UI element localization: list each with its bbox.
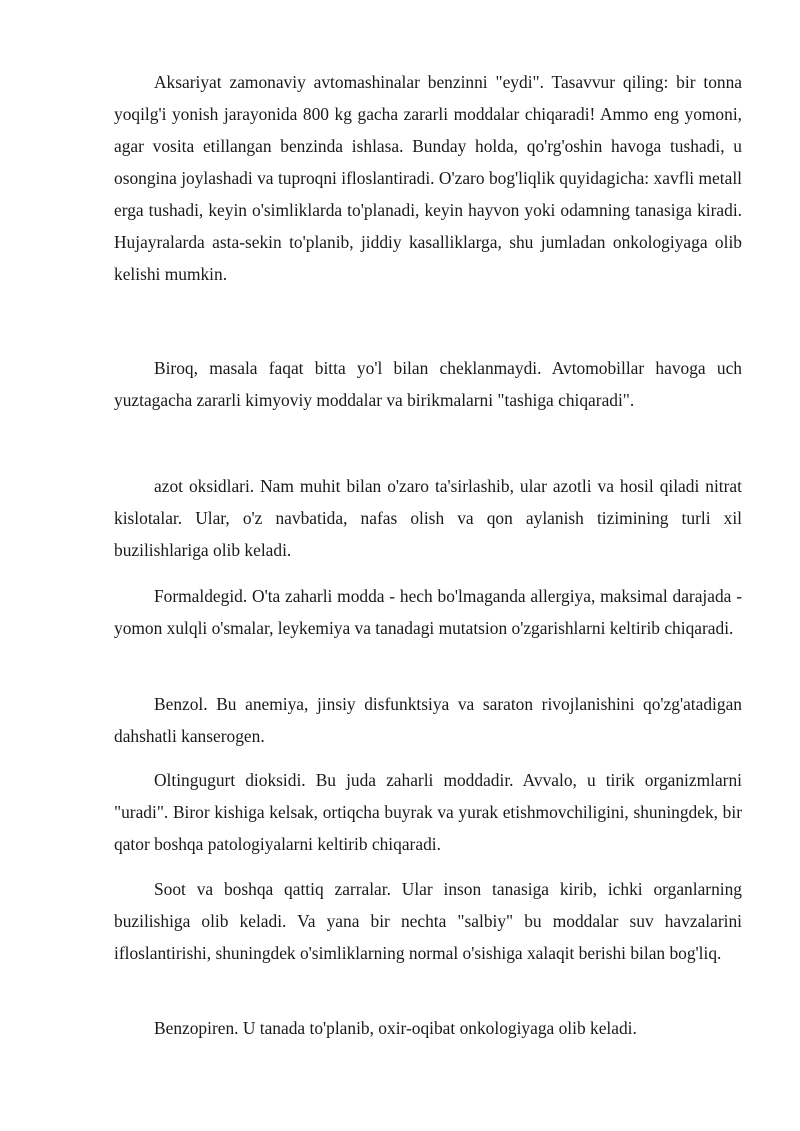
paragraph-sulfur-dioxide: Oltingugurt dioksidi. Bu juda zaharli moddadir. Avvalo, u tirik organizmlarni "uradi". Biror kishiga kelsak, ortiqcha buyrak va yurak etishmovchiligini, shuningdek, bir qator boshqa patologiyalarni keltirib chiqaradi. <box>114 770 742 854</box>
paragraph-soot: Soot va boshqa qattiq zarralar. Ular inson tanasiga kirib, ichki organlarning buzilishiga olib keladi. Va yana bir nechta "salbiy" bu moddalar suv havzalarini ifloslantirishi, shuningdek o'simliklarning normal o'sishiga xalaqit berishi bilan bog'liq. <box>114 879 742 963</box>
paragraph-nitrogen-oxides: azot oksidlari. Nam muhit bilan o'zaro ta'sirlashib, ular azotli va hosil qiladi nitrat kislotalar. Ular, o'z navbatida, nafas olish va qon aylanish tizimining turli xil buzilishlariga olib keladi. <box>114 476 742 560</box>
paragraph-benzopyrene: Benzopiren. U tanada to'planib, oxir-oqibat onkologiyaga olib keladi. <box>154 1018 637 1038</box>
paragraph-harmful-emissions-intro: Biroq, masala faqat bitta yo'l bilan cheklanmaydi. Avtomobillar havoga uch yuztagacha zararli kimyoviy moddalar va birikmalarni "tashiga chiqaradi". <box>114 358 742 410</box>
paragraph-formaldehyde: Formaldegid. O'ta zaharli modda - hech bo'lmaganda allergiya, maksimal darajada - yomon xulqli o'smalar, leykemiya va tanadagi mutatsion o'zgarishlarni keltirib chiqaradi. <box>114 586 742 638</box>
paragraph-benzene: Benzol. Bu anemiya, jinsiy disfunktsiya va saraton rivojlanishini qo'zg'atadigan dahshatli kanserogen. <box>114 694 742 746</box>
paragraph-leaded-gasoline: Aksariyat zamonaviy avtomashinalar benzinni "eydi". Tasavvur qiling: bir tonna yoqilg'i yonish jarayonida 800 kg gacha zararli moddalar chiqaradi! Ammo eng yomoni, agar vosita etillangan benzinda ishlasa. Bunday holda, qo'rg'oshin havoga tushadi, u osongina joylashadi va tuproqni ifloslantiradi. O'zaro bog'liqlik quyidagicha: xavfli metall erga tushadi, keyin o'simliklarda to'planadi, keyin hayvon yoki odamning tanasiga kiradi. Hujayralarda asta-sekin to'planib, jiddiy kasalliklarga, shu jumladan onkologiyaga olib kelishi mumkin. <box>114 72 742 284</box>
